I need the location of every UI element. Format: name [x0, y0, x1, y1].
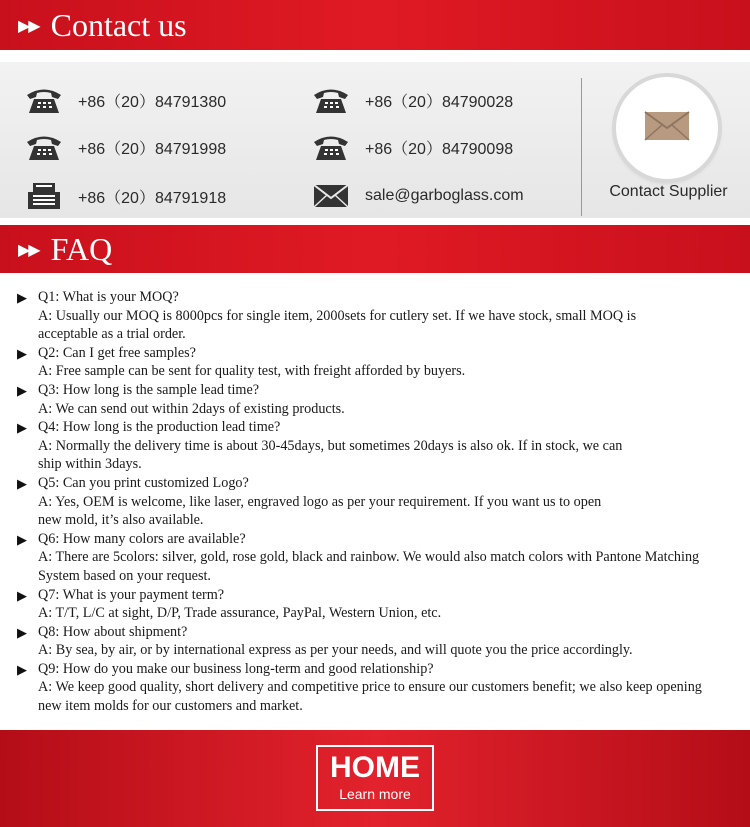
faq-answer: A: We keep good quality, short delivery and competitive price to ensure our customers benefit; we also keep opening new item molds for our customers and market. — [38, 679, 702, 715]
double-chevron-icon: ▶▶ — [18, 15, 39, 35]
faq-question: Q8: How about shipment? — [38, 623, 188, 640]
triangle-bullet-icon: ▶ — [17, 291, 27, 306]
faq-answer: A: T/T, L/C at sight, D/P, Trade assurance, PayPal, Western Union, etc. — [38, 605, 442, 622]
envelope-icon — [311, 181, 351, 211]
home-button[interactable] — [316, 745, 434, 811]
learn-more-label: Learn more — [339, 786, 411, 802]
contact-email[interactable] — [311, 181, 524, 211]
triangle-bullet-icon: ▶ — [17, 383, 27, 399]
faq-item — [0, 418, 750, 474]
faq-question: Q3: How long is the sample lead time? — [38, 381, 260, 398]
triangle-bullet-icon: ▶ — [17, 476, 27, 492]
faq-item — [0, 586, 750, 623]
faq-question: Q4: How long is the production lead time? — [38, 419, 281, 436]
faq-question: Q5: Can you print customized Logo? — [38, 474, 249, 491]
double-chevron-icon: ▶▶ — [18, 239, 39, 259]
fax-icon — [24, 181, 64, 211]
vertical-divider — [581, 78, 582, 216]
contact-phone-3[interactable] — [24, 132, 226, 162]
faq-header-band — [0, 225, 750, 273]
telephone-icon — [311, 132, 351, 162]
faq-answer: A: There are 5colors: silver, gold, rose gold, black and rainbow. We would also match colors with Pantone Matching System based on your request. — [38, 549, 700, 584]
triangle-bullet-icon: ▶ — [17, 532, 27, 548]
contact-panel — [0, 62, 750, 218]
faq-answer: A: Free sample can be sent for quality test, with freight afforded by buyers. — [38, 363, 466, 380]
contact-supplier-button[interactable] — [616, 77, 718, 179]
triangle-bullet-icon: ▶ — [17, 421, 27, 437]
phone-number: +86（20）84790028 — [365, 93, 514, 111]
contact-header-band — [0, 0, 750, 50]
faq-question: Q6: How many colors are available? — [38, 530, 246, 547]
faq-answer: A: By sea, by air, or by international express as per your needs, and will quote you the price accordingly. — [38, 642, 633, 659]
faq-item — [0, 344, 750, 381]
contact-fax[interactable] — [24, 181, 226, 211]
phone-number: +86（20）84790098 — [365, 140, 514, 158]
faq-answer: A: We can send out within 2days of existing products. — [38, 400, 345, 417]
triangle-bullet-icon: ▶ — [17, 625, 27, 641]
faq-question: Q2: Can I get free samples? — [38, 344, 196, 361]
faq-answer: A: Usually our MOQ is 8000pcs for single item, 2000sets for cutlery set. If we have stock, small MOQ is acceptable as a trial order. — [38, 307, 637, 343]
contact-phone-2[interactable] — [311, 85, 513, 115]
phone-number: +86（20）84791380 — [78, 93, 227, 111]
email-address: sale@garboglass.com — [365, 187, 524, 204]
telephone-icon — [24, 85, 64, 115]
faq-answer: A: Normally the delivery time is about 30-45days, but sometimes 20days is also ok. If in stock, we can ship within 3days. — [38, 437, 623, 473]
footer-band — [0, 730, 750, 827]
contact-supplier-link[interactable]: Contact Supplier — [609, 183, 728, 200]
faq-item — [0, 474, 750, 530]
faq-item — [0, 381, 750, 418]
phone-number: +86（20）84791998 — [78, 140, 227, 158]
contact-header — [18, 4, 187, 46]
telephone-icon — [311, 85, 351, 115]
contact-phone-4[interactable] — [311, 132, 513, 162]
faq-item — [0, 623, 750, 660]
faq-question: Q9: How do you make our business long-term and good relationship? — [38, 660, 434, 677]
faq-header — [18, 228, 112, 270]
fax-number: +86（20）84791918 — [78, 189, 227, 207]
faq-answer: A: Yes, OEM is welcome, like laser, engraved logo as per your requirement. If you want us to open new mold, it’s also available. — [38, 493, 602, 529]
envelope-icon — [644, 111, 690, 146]
contact-phone-1[interactable] — [24, 85, 226, 115]
faq-title: FAQ — [50, 230, 113, 267]
faq-question: Q7: What is your payment term? — [38, 586, 225, 603]
faq-list — [0, 288, 750, 716]
triangle-bullet-icon: ▶ — [17, 346, 27, 362]
contact-title: Contact us — [50, 6, 187, 43]
telephone-icon — [24, 132, 64, 162]
triangle-bullet-icon: ▶ — [17, 662, 27, 678]
home-label: HOME — [330, 751, 420, 784]
faq-item — [0, 288, 750, 344]
faq-item — [0, 660, 750, 716]
triangle-bullet-icon: ▶ — [17, 588, 27, 604]
faq-question: Q1: What is your MOQ? — [38, 289, 179, 305]
faq-item — [0, 530, 750, 586]
